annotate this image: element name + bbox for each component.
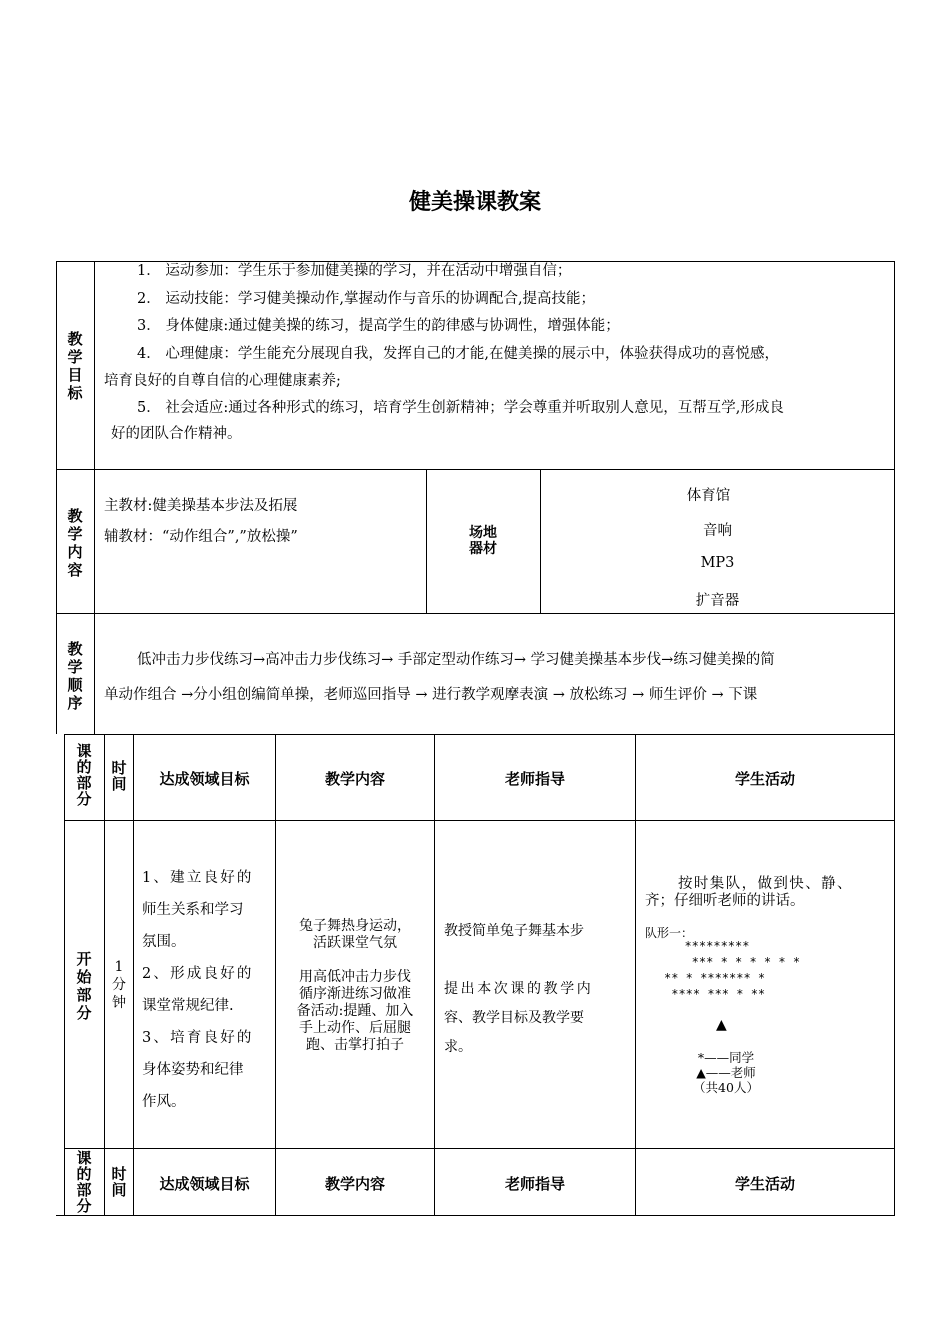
student-intro: 按时集队，做到快、静、 [678,876,853,892]
content-label: 教学内容 [67,507,83,579]
objective-item: 5． 社会适应:通过各种形式的练习，培育学生创新精神；学会尊重并听取别人意见，互帮互学,形成良 [137,400,784,416]
teacher-line: 提出本次课的教学内 [444,981,594,997]
objective-item: 培育良好的自尊自信的心理健康素养; [104,373,341,389]
sequence-label: 教学顺序 [67,640,83,712]
teacher-marker-icon: ▲ [716,1017,727,1033]
content-line: 活跃课堂气氛 [313,935,397,951]
start-part-label: 开始部分 [76,950,92,1022]
main-material: 主教材:健美操基本步法及拓展 [104,498,298,514]
venue-item: 体育馆 [686,488,731,504]
page-title: 健美操课教案 [408,190,541,215]
content-line: 循序渐进练习做准 [299,986,411,1002]
content-line: 兔子舞热身运动， [299,918,411,934]
teacher-line: 容、教学目标及教学要 [444,1010,584,1026]
header-student: 学生活动 [734,1175,795,1193]
header-goal: 达成领域目标 [159,770,250,788]
legend-count: （共40人） [693,1080,759,1095]
objectives-label: 教学目标 [67,330,83,402]
content-line: 用高低冲击力步伐 [299,969,411,985]
formation-row: **** *** * ** [664,987,766,1001]
goal-line: 课堂常规纪律. [142,998,234,1014]
venue-item: 音响 [703,523,732,539]
objective-item: 好的团队合作精神。 [111,426,242,442]
formation-row: ********* [670,939,750,953]
start-time: 1分钟 [112,959,126,1011]
venue-item: 扩音器 [695,593,740,609]
goal-line: 身体姿势和纪律 [142,1062,244,1078]
header-teacher: 老师指导 [504,770,565,788]
header-time: 时间 [111,759,127,793]
teacher-line: 求。 [444,1039,472,1055]
header-part: 课的部分 [76,742,92,808]
goal-line: 师生关系和学习 [142,902,244,918]
legend-teacher: ▲——老师 [696,1065,756,1080]
content-line: 手上动作、后屈腿 [299,1020,411,1036]
header-time: 时间 [111,1165,127,1199]
formation-row: *** * * * * * * [670,955,801,969]
sequence-line: 单动作组合 →分小组创编简单操，老师巡回指导 → 进行教学观摩表演 → 放松练习 → 师生评价 → 下课 [104,687,758,703]
header-goal: 达成领域目标 [159,1175,250,1193]
goal-line: 1、建立良好的 [142,870,254,886]
legend-student: *——同学 [697,1050,755,1065]
content-line: 备活动:提踵、加入 [296,1003,414,1019]
header-student: 学生活动 [734,770,795,788]
goal-line: 作风。 [142,1094,186,1110]
goal-line: 氛围。 [142,934,186,950]
student-intro: 齐；仔细听老师的讲话。 [645,893,805,909]
header-teacher: 老师指导 [504,1175,565,1193]
venue-label: 场地器材 [469,525,497,557]
objective-item: 2． 运动技能：学习健美操动作,掌握动作与音乐的协调配合,提高技能； [137,291,596,307]
header-content: 教学内容 [324,770,385,788]
objective-item: 1． 运动参加：学生乐于参加健美操的学习，并在活动中增强自信； [137,263,572,279]
objective-item: 4． 心理健康：学生能充分展现自我，发挥自己的才能,在健美操的展示中，体验获得成功的喜悦感， [137,346,779,362]
header-part: 课的部分 [76,1149,92,1215]
goal-line: 2、形成良好的 [142,966,254,982]
goal-line: 3、培育良好的 [142,1030,254,1046]
objective-item: 3． 身体健康:通过健美操的练习，提高学生的韵律感与协调性，增强体能； [137,318,620,334]
formation-row: ** * ******* * [664,971,766,985]
sequence-line: 低冲击力步伐练习→高冲击力步伐练习→ 手部定型动作练习→ 学习健美操基本步伐→练习健美操的简 [137,652,775,668]
formation-label: 队形一： [645,926,694,940]
content-line: 跑、击掌打拍子 [306,1037,404,1053]
aux-material: 辅教材：“动作组合”,”放松操” [104,529,298,545]
header-content: 教学内容 [324,1175,385,1193]
teacher-line: 教授简单兔子舞基本步 [444,923,584,939]
venue-item: MP3 [700,555,735,571]
